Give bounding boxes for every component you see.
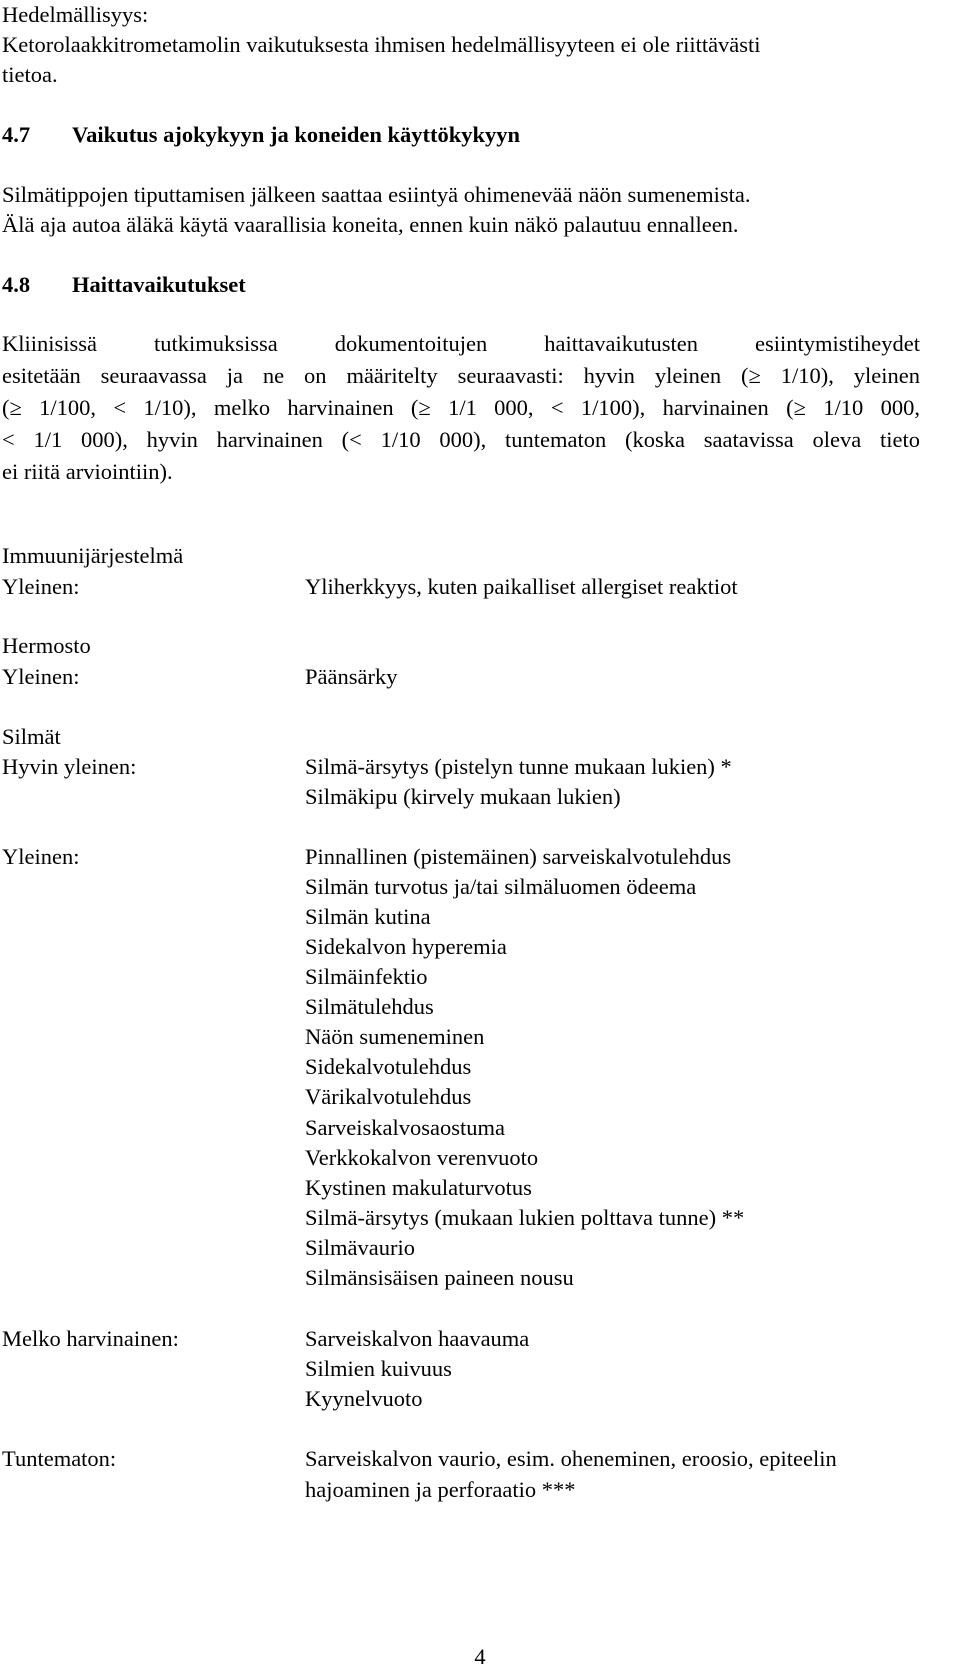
section-4-8-number: 4.8 (2, 272, 31, 297)
eyes-unknown-effect-line-2: hajoaminen ja perforaatio *** (305, 1477, 576, 1502)
eyes-common-effect-8: Sidekalvotulehdus (305, 1054, 472, 1079)
eyes-common-effect-2: Silmän turvotus ja/tai silmäluomen ödeema (305, 874, 697, 899)
eyes-uncommon-effect-3: Kyynelvuoto (305, 1386, 423, 1411)
fertility-text-line-2: tietoa. (2, 62, 58, 87)
nervous-common-label: Yleinen: (2, 664, 80, 689)
eyes-common-effect-7: Näön sumeneminen (305, 1024, 485, 1049)
eyes-common-label: Yleinen: (2, 844, 80, 869)
nervous-common-effect-1: Päänsärky (305, 664, 398, 689)
eyes-common-effect-15: Silmänsisäisen paineen nousu (305, 1265, 574, 1290)
immune-common-label: Yleinen: (2, 574, 80, 599)
eyes-common-effect-14: Silmävaurio (305, 1235, 415, 1260)
eyes-uncommon-effect-1: Sarveiskalvon haavauma (305, 1326, 530, 1351)
eyes-common-effect-13: Silmä-ärsytys (mukaan lukien polttava tunne) ** (305, 1205, 745, 1230)
paragraph-line-3: (≥ 1/100, < 1/10), melko harvinainen (≥ 1/1 000, < 1/100), harvinainen (≥ 1/10 000, (2, 395, 920, 420)
eyes-common-effect-4: Sidekalvon hyperemia (305, 934, 507, 959)
eyes-common-effect-3: Silmän kutina (305, 904, 431, 929)
section-4-8-title: Haittavaikutukset (72, 272, 246, 297)
page-number: 4 (474, 1644, 486, 1669)
eyes-common-effect-10: Sarveiskalvosaostuma (305, 1115, 505, 1140)
eyes-very-common-label: Hyvin yleinen: (2, 754, 137, 779)
section-4-7-title: Vaikutus ajokykyyn ja koneiden käyttökykyyn (72, 122, 521, 147)
paragraph-line-1: Kliinisissä tutkimuksissa dokumentoitujen haittavaikutusten esiintymistiheydet (2, 331, 920, 356)
section-4-7-text-line-1: Silmätippojen tiputtamisen jälkeen saattaa esiintyä ohimenevää näön sumenemista. (2, 182, 751, 207)
eyes-very-common-effect-1: Silmä-ärsytys (pistelyn tunne mukaan lukien) * (305, 754, 732, 779)
eyes-common-effect-11: Verkkokalvon verenvuoto (305, 1145, 539, 1170)
eyes-common-effect-9: Värikalvotulehdus (305, 1084, 472, 1109)
eyes-common-effect-6: Silmätulehdus (305, 994, 434, 1019)
eyes-common-effect-5: Silmäinfektio (305, 964, 428, 989)
paragraph-line-5: ei riitä arviointiin). (2, 459, 173, 484)
eyes-very-common-effect-2: Silmäkipu (kirvely mukaan lukien) (305, 784, 621, 809)
eyes-unknown-label: Tuntematon: (2, 1446, 117, 1471)
eyes-uncommon-label: Melko harvinainen: (2, 1326, 179, 1351)
eyes-common-effect-1: Pinnallinen (pistemäinen) sarveiskalvotulehdus (305, 844, 732, 869)
nervous-system-title: Hermosto (2, 633, 91, 658)
immune-system-title: Immuunijärjestelmä (2, 543, 184, 568)
section-4-7-text-line-2: Älä aja autoa äläkä käytä vaarallisia koneita, ennen kuin näkö palautuu ennalleen. (2, 212, 739, 237)
frequency-definition-paragraph (2, 328, 920, 488)
eyes-uncommon-effect-2: Silmien kuivuus (305, 1356, 452, 1381)
paragraph-line-4: < 1/1 000), hyvin harvinainen (< 1/10 000), tuntematon (koska saatavissa oleva tieto (2, 427, 920, 452)
paragraph-line-2: esitetään seuraavassa ja ne on määritelty seuraavasti: hyvin yleinen (≥ 1/10), yleinen (2, 363, 920, 388)
section-4-8-heading (2, 274, 246, 297)
fertility-title: Hedelmällisyys: (2, 2, 149, 27)
section-4-7-number: 4.7 (2, 122, 31, 147)
eyes-unknown-effect-line-1: Sarveiskalvon vaurio, esim. oheneminen, eroosio, epiteelin (305, 1446, 837, 1471)
immune-common-effect-1: Yliherkkyys, kuten paikalliset allergiset reaktiot (305, 574, 738, 599)
eyes-title: Silmät (2, 724, 61, 749)
fertility-text-line-1: Ketorolaakkitrometamolin vaikutuksesta ihmisen hedelmällisyyteen ei ole riittävästi (2, 32, 761, 57)
section-4-7-heading (2, 124, 520, 147)
eyes-common-effect-12: Kystinen makulaturvotus (305, 1175, 532, 1200)
